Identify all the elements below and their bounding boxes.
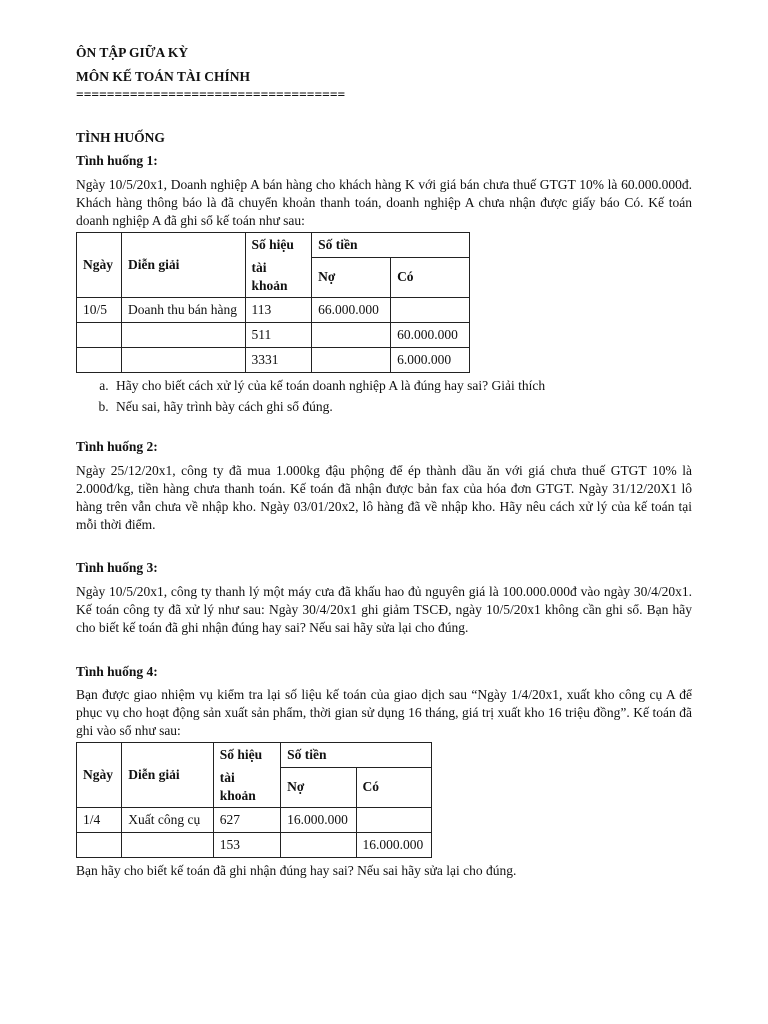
cell-debit: 16.000.000 xyxy=(281,807,356,832)
case2-paragraph: Ngày 25/12/20x1, công ty đã mua 1.000kg đậu phộng để ép thành dầu ăn với giá chưa thuế GTGT 10% là 2.000đ/kg, tiền hàng chưa thanh toán. Kế toán đã nhận được bản fax của hóa đơn GTGT. Ngày 31/12/20X1 lô hàng trên vẫn chưa về nhập kho. Ngày 03/01/20x2, lô hàng đã về nhập kho. Hãy nêu cách xử lý của kế toán tại mỗi thời điểm. xyxy=(76,463,692,532)
cell-acct: 3331 xyxy=(245,347,312,372)
list-item: a. Hãy cho biết cách xử lý của kế toán doanh nghiệp A là đúng hay sai? Giải thích xyxy=(112,377,692,395)
cell-debit: 66.000.000 xyxy=(312,297,391,322)
cell-credit: 6.000.000 xyxy=(391,347,470,372)
col-amount-header: Số tiền xyxy=(312,232,470,257)
doc-title-line1: ÔN TẬP GIỮA KỲ xyxy=(76,45,189,60)
case4-paragraph: Bạn được giao nhiệm vụ kiểm tra lại số liệu kế toán của giao dịch sau “Ngày 1/4/20x1, xuất kho công cụ A để phục vụ cho hoạt động sản xuất sản phẩm, thời gian sử dụng 16 tháng, giá trị xuất kho 16 triệu đồng”. Kế toán đã ghi vào sổ như sau: xyxy=(76,687,692,738)
col-credit-header: Có xyxy=(356,767,431,807)
cell-desc xyxy=(122,832,214,857)
cell-desc: Doanh thu bán hàng xyxy=(121,297,245,322)
cell-desc xyxy=(121,347,245,372)
col-desc-header: Diễn giải xyxy=(121,232,245,297)
cell-credit: 60.000.000 xyxy=(391,322,470,347)
cell-credit: 16.000.000 xyxy=(356,832,431,857)
cell-date xyxy=(77,832,122,857)
col-debit-header: Nợ xyxy=(312,257,391,297)
table-row xyxy=(77,322,470,347)
doc-title-line2: MÔN KẾ TOÁN TÀI CHÍNH xyxy=(76,68,251,84)
col-acct-header: Số hiệu xyxy=(245,232,312,257)
cell-desc: Xuất công cụ xyxy=(122,807,214,832)
cell-debit xyxy=(312,322,391,347)
cell-desc xyxy=(121,322,245,347)
case1-paragraph: Ngày 10/5/20x1, Doanh nghiệp A bán hàng cho khách hàng K với giá bán chưa thuế GTGT 10% là 60.000.000đ. Khách hàng thông báo là đã chuyển khoản thanh toán, doanh nghiệp A chưa nhận được giấy báo Có. Kế toán doanh nghiệp A đã ghi sổ kế toán như sau: xyxy=(76,177,692,228)
cell-acct: 627 xyxy=(213,807,280,832)
case1-ledger-table xyxy=(76,232,470,373)
cell-date xyxy=(77,322,122,347)
cell-acct: 511 xyxy=(245,322,312,347)
col-acct-header-line2: tài khoản xyxy=(213,767,280,807)
cell-credit xyxy=(391,297,470,322)
cell-debit xyxy=(281,832,356,857)
cell-credit xyxy=(356,807,431,832)
cell-date xyxy=(77,347,122,372)
cell-acct: 113 xyxy=(245,297,312,322)
section-title: TÌNH HUỐNG xyxy=(76,130,165,146)
col-amount-header: Số tiền xyxy=(281,742,432,767)
table-row xyxy=(77,807,432,832)
title-separator: =================================== xyxy=(76,86,346,102)
list-item: b. Nếu sai, hãy trình bày cách ghi sổ đúng. xyxy=(112,398,692,416)
case3-paragraph: Ngày 10/5/20x1, công ty thanh lý một máy cưa đã khấu hao đủ nguyên giá là 100.000.000đ vào ngày 30/4/20x1. Kế toán công ty đã xử lý như sau: Ngày 30/4/20x1 ghi giảm TSCĐ, ngày 10/5/20x1 không cần ghi sổ. Bạn hãy cho biết kế toán đã ghi nhận đúng hay sai? Nếu sai hãy sửa lại cho đúng. xyxy=(76,584,692,635)
cell-debit xyxy=(312,347,391,372)
table-row xyxy=(77,832,432,857)
table-row xyxy=(77,297,470,322)
case1-heading: Tình huống 1: xyxy=(76,153,158,169)
case4-ledger-table xyxy=(76,742,432,858)
col-acct-header-line2: tài khoản xyxy=(245,257,312,297)
col-credit-header: Có xyxy=(391,257,470,297)
cell-date: 1/4 xyxy=(77,807,122,832)
case3-heading: Tình huống 3: xyxy=(76,560,158,576)
case1-questions xyxy=(76,377,692,417)
col-date-header: Ngày xyxy=(77,742,122,807)
table-row xyxy=(77,347,470,372)
col-debit-header: Nợ xyxy=(281,767,356,807)
cell-date: 10/5 xyxy=(77,297,122,322)
cell-acct: 153 xyxy=(213,832,280,857)
col-desc-header: Diễn giải xyxy=(122,742,214,807)
col-date-header: Ngày xyxy=(77,232,122,297)
col-acct-header: Số hiệu xyxy=(213,742,280,767)
case4-closing: Bạn hãy cho biết kế toán đã ghi nhận đúng hay sai? Nếu sai hãy sửa lại cho đúng. xyxy=(76,862,517,878)
case4-heading: Tình huống 4: xyxy=(76,663,158,679)
case2-heading: Tình huống 2: xyxy=(76,439,158,455)
